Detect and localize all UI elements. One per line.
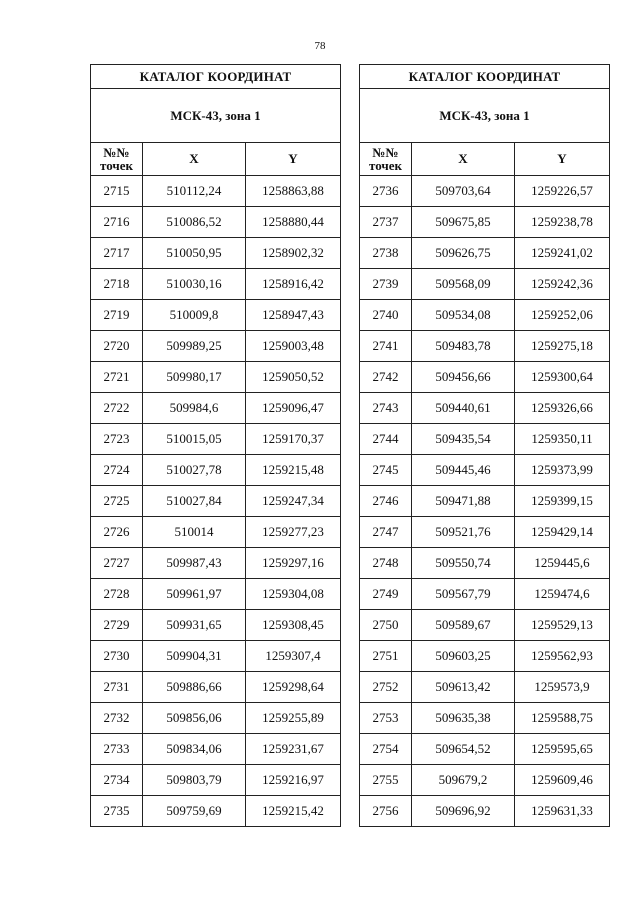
subtitle-row xyxy=(360,89,610,143)
y-coordinate-cell: 1259238,78 xyxy=(515,207,610,238)
x-coordinate-cell: 509471,88 xyxy=(412,486,515,517)
point-number-cell: 2737 xyxy=(360,207,412,238)
title-row xyxy=(91,65,341,89)
table-row xyxy=(360,548,610,579)
x-coordinate-cell: 509931,65 xyxy=(143,610,246,641)
catalog-title: КАТАЛОГ КООРДИНАТ xyxy=(360,65,610,89)
y-coordinate-cell: 1259445,6 xyxy=(515,548,610,579)
point-number-cell: 2748 xyxy=(360,548,412,579)
table-row xyxy=(360,238,610,269)
x-coordinate-cell: 509989,25 xyxy=(143,331,246,362)
table-row xyxy=(91,176,341,207)
table-row xyxy=(91,331,341,362)
point-number-cell: 2753 xyxy=(360,703,412,734)
coordinate-system-subtitle: МСК-43, зона 1 xyxy=(91,89,341,143)
point-number-cell: 2717 xyxy=(91,238,143,269)
table-row xyxy=(91,796,341,827)
point-number-cell: 2738 xyxy=(360,238,412,269)
y-coordinate-cell: 1259247,34 xyxy=(246,486,341,517)
point-number-cell: 2743 xyxy=(360,393,412,424)
point-number-cell: 2725 xyxy=(91,486,143,517)
table-row xyxy=(91,517,341,548)
y-coordinate-cell: 1259215,48 xyxy=(246,455,341,486)
table-row xyxy=(91,579,341,610)
y-coordinate-cell: 1259255,89 xyxy=(246,703,341,734)
point-number-cell: 2741 xyxy=(360,331,412,362)
x-coordinate-cell: 509696,92 xyxy=(412,796,515,827)
table-row xyxy=(360,393,610,424)
catalog-title: КАТАЛОГ КООРДИНАТ xyxy=(91,65,341,89)
x-coordinate-cell: 509980,17 xyxy=(143,362,246,393)
header-num-line2: точек xyxy=(100,158,133,173)
table-row xyxy=(91,424,341,455)
header-row xyxy=(91,143,341,176)
x-coordinate-cell: 509984,6 xyxy=(143,393,246,424)
point-number-cell: 2715 xyxy=(91,176,143,207)
point-number-cell: 2752 xyxy=(360,672,412,703)
table-row xyxy=(360,300,610,331)
table-row xyxy=(91,548,341,579)
table-row xyxy=(91,362,341,393)
point-number-cell: 2756 xyxy=(360,796,412,827)
point-number-cell: 2750 xyxy=(360,610,412,641)
table-row xyxy=(360,269,610,300)
point-number-cell: 2749 xyxy=(360,579,412,610)
x-coordinate-cell: 510014 xyxy=(143,517,246,548)
x-coordinate-cell: 510027,78 xyxy=(143,455,246,486)
y-coordinate-cell: 1259275,18 xyxy=(515,331,610,362)
table-row xyxy=(360,424,610,455)
x-coordinate-cell: 509886,66 xyxy=(143,672,246,703)
table-row xyxy=(360,331,610,362)
point-number-cell: 2728 xyxy=(91,579,143,610)
coordinate-system-subtitle: МСК-43, зона 1 xyxy=(360,89,610,143)
point-number-cell: 2739 xyxy=(360,269,412,300)
x-coordinate-cell: 510050,95 xyxy=(143,238,246,269)
table-row xyxy=(91,734,341,765)
x-coordinate-cell: 509834,06 xyxy=(143,734,246,765)
table-row xyxy=(360,703,610,734)
table-row xyxy=(360,517,610,548)
x-coordinate-cell: 509904,31 xyxy=(143,641,246,672)
y-coordinate-cell: 1259399,15 xyxy=(515,486,610,517)
y-coordinate-cell: 1259170,37 xyxy=(246,424,341,455)
x-coordinate-cell: 509440,61 xyxy=(412,393,515,424)
y-coordinate-cell: 1259215,42 xyxy=(246,796,341,827)
page-number: 78 xyxy=(314,40,326,52)
y-coordinate-cell: 1259373,99 xyxy=(515,455,610,486)
y-coordinate-cell: 1259573,9 xyxy=(515,672,610,703)
point-number-cell: 2754 xyxy=(360,734,412,765)
table-row xyxy=(360,641,610,672)
table-row xyxy=(91,393,341,424)
x-coordinate-cell: 509703,64 xyxy=(412,176,515,207)
y-coordinate-cell: 1259474,6 xyxy=(515,579,610,610)
y-coordinate-cell: 1258863,88 xyxy=(246,176,341,207)
table-row xyxy=(360,486,610,517)
table-row xyxy=(91,455,341,486)
x-coordinate-cell: 509613,42 xyxy=(412,672,515,703)
point-number-cell: 2735 xyxy=(91,796,143,827)
table-row xyxy=(360,796,610,827)
table-row xyxy=(91,672,341,703)
point-number-cell: 2731 xyxy=(91,672,143,703)
column-header-x: X xyxy=(412,143,515,176)
y-coordinate-cell: 1259216,97 xyxy=(246,765,341,796)
table-row xyxy=(360,362,610,393)
x-coordinate-cell: 509635,38 xyxy=(412,703,515,734)
header-num-line1: №№ xyxy=(372,145,399,160)
point-number-cell: 2740 xyxy=(360,300,412,331)
header-row xyxy=(360,143,610,176)
table-row xyxy=(360,610,610,641)
table-row xyxy=(91,238,341,269)
y-coordinate-cell: 1259242,36 xyxy=(515,269,610,300)
point-number-cell: 2747 xyxy=(360,517,412,548)
x-coordinate-cell: 509550,74 xyxy=(412,548,515,579)
x-coordinate-cell: 509589,67 xyxy=(412,610,515,641)
x-coordinate-cell: 509435,54 xyxy=(412,424,515,455)
table-row xyxy=(91,610,341,641)
x-coordinate-cell: 509856,06 xyxy=(143,703,246,734)
x-coordinate-cell: 509603,25 xyxy=(412,641,515,672)
x-coordinate-cell: 509456,66 xyxy=(412,362,515,393)
table-row xyxy=(91,641,341,672)
table-row xyxy=(360,207,610,238)
point-number-cell: 2722 xyxy=(91,393,143,424)
y-coordinate-cell: 1259003,48 xyxy=(246,331,341,362)
column-header-point-number xyxy=(360,143,412,176)
table-row xyxy=(360,734,610,765)
table-rows xyxy=(360,176,610,827)
x-coordinate-cell: 509568,09 xyxy=(412,269,515,300)
x-coordinate-cell: 509654,52 xyxy=(412,734,515,765)
x-coordinate-cell: 510086,52 xyxy=(143,207,246,238)
point-number-cell: 2718 xyxy=(91,269,143,300)
y-coordinate-cell: 1258880,44 xyxy=(246,207,341,238)
column-header-y: Y xyxy=(246,143,341,176)
x-coordinate-cell: 509626,75 xyxy=(412,238,515,269)
x-coordinate-cell: 509445,46 xyxy=(412,455,515,486)
y-coordinate-cell: 1259096,47 xyxy=(246,393,341,424)
point-number-cell: 2726 xyxy=(91,517,143,548)
y-coordinate-cell: 1259231,67 xyxy=(246,734,341,765)
y-coordinate-cell: 1259304,08 xyxy=(246,579,341,610)
x-coordinate-cell: 510009,8 xyxy=(143,300,246,331)
y-coordinate-cell: 1259277,23 xyxy=(246,517,341,548)
column-header-y: Y xyxy=(515,143,610,176)
x-coordinate-cell: 509987,43 xyxy=(143,548,246,579)
table-row xyxy=(91,269,341,300)
point-number-cell: 2746 xyxy=(360,486,412,517)
y-coordinate-cell: 1259529,13 xyxy=(515,610,610,641)
point-number-cell: 2736 xyxy=(360,176,412,207)
point-number-cell: 2734 xyxy=(91,765,143,796)
table-rows xyxy=(91,176,341,827)
table-row xyxy=(91,207,341,238)
point-number-cell: 2716 xyxy=(91,207,143,238)
point-number-cell: 2755 xyxy=(360,765,412,796)
point-number-cell: 2721 xyxy=(91,362,143,393)
x-coordinate-cell: 509521,76 xyxy=(412,517,515,548)
table-row xyxy=(360,765,610,796)
point-number-cell: 2744 xyxy=(360,424,412,455)
y-coordinate-cell: 1259252,06 xyxy=(515,300,610,331)
y-coordinate-cell: 1259631,33 xyxy=(515,796,610,827)
y-coordinate-cell: 1259241,02 xyxy=(515,238,610,269)
point-number-cell: 2729 xyxy=(91,610,143,641)
x-coordinate-cell: 510027,84 xyxy=(143,486,246,517)
coordinate-catalog-left xyxy=(90,64,341,827)
y-coordinate-cell: 1259595,65 xyxy=(515,734,610,765)
coordinate-catalog-right xyxy=(359,64,610,827)
column-header-x: X xyxy=(143,143,246,176)
y-coordinate-cell: 1259307,4 xyxy=(246,641,341,672)
y-coordinate-cell: 1258947,43 xyxy=(246,300,341,331)
x-coordinate-cell: 509534,08 xyxy=(412,300,515,331)
y-coordinate-cell: 1259308,45 xyxy=(246,610,341,641)
y-coordinate-cell: 1259350,11 xyxy=(515,424,610,455)
header-num-line2: точек xyxy=(369,158,402,173)
y-coordinate-cell: 1259562,93 xyxy=(515,641,610,672)
table-row xyxy=(91,765,341,796)
table-row xyxy=(91,300,341,331)
point-number-cell: 2730 xyxy=(91,641,143,672)
title-row xyxy=(360,65,610,89)
x-coordinate-cell: 509759,69 xyxy=(143,796,246,827)
table-row xyxy=(91,703,341,734)
subtitle-row xyxy=(91,89,341,143)
header-num-line1: №№ xyxy=(103,145,130,160)
x-coordinate-cell: 509483,78 xyxy=(412,331,515,362)
y-coordinate-cell: 1259609,46 xyxy=(515,765,610,796)
point-number-cell: 2742 xyxy=(360,362,412,393)
point-number-cell: 2745 xyxy=(360,455,412,486)
x-coordinate-cell: 509803,79 xyxy=(143,765,246,796)
y-coordinate-cell: 1259226,57 xyxy=(515,176,610,207)
table-row xyxy=(360,672,610,703)
point-number-cell: 2751 xyxy=(360,641,412,672)
table-row xyxy=(91,486,341,517)
x-coordinate-cell: 509567,79 xyxy=(412,579,515,610)
x-coordinate-cell: 509675,85 xyxy=(412,207,515,238)
point-number-cell: 2732 xyxy=(91,703,143,734)
table-row xyxy=(360,176,610,207)
point-number-cell: 2719 xyxy=(91,300,143,331)
y-coordinate-cell: 1259297,16 xyxy=(246,548,341,579)
y-coordinate-cell: 1259298,64 xyxy=(246,672,341,703)
x-coordinate-cell: 510015,05 xyxy=(143,424,246,455)
y-coordinate-cell: 1258902,32 xyxy=(246,238,341,269)
x-coordinate-cell: 510112,24 xyxy=(143,176,246,207)
x-coordinate-cell: 510030,16 xyxy=(143,269,246,300)
column-header-point-number xyxy=(91,143,143,176)
y-coordinate-cell: 1259050,52 xyxy=(246,362,341,393)
y-coordinate-cell: 1259588,75 xyxy=(515,703,610,734)
point-number-cell: 2723 xyxy=(91,424,143,455)
table-row xyxy=(360,579,610,610)
y-coordinate-cell: 1258916,42 xyxy=(246,269,341,300)
y-coordinate-cell: 1259326,66 xyxy=(515,393,610,424)
x-coordinate-cell: 509679,2 xyxy=(412,765,515,796)
y-coordinate-cell: 1259429,14 xyxy=(515,517,610,548)
y-coordinate-cell: 1259300,64 xyxy=(515,362,610,393)
x-coordinate-cell: 509961,97 xyxy=(143,579,246,610)
table-row xyxy=(360,455,610,486)
point-number-cell: 2724 xyxy=(91,455,143,486)
point-number-cell: 2733 xyxy=(91,734,143,765)
point-number-cell: 2720 xyxy=(91,331,143,362)
point-number-cell: 2727 xyxy=(91,548,143,579)
